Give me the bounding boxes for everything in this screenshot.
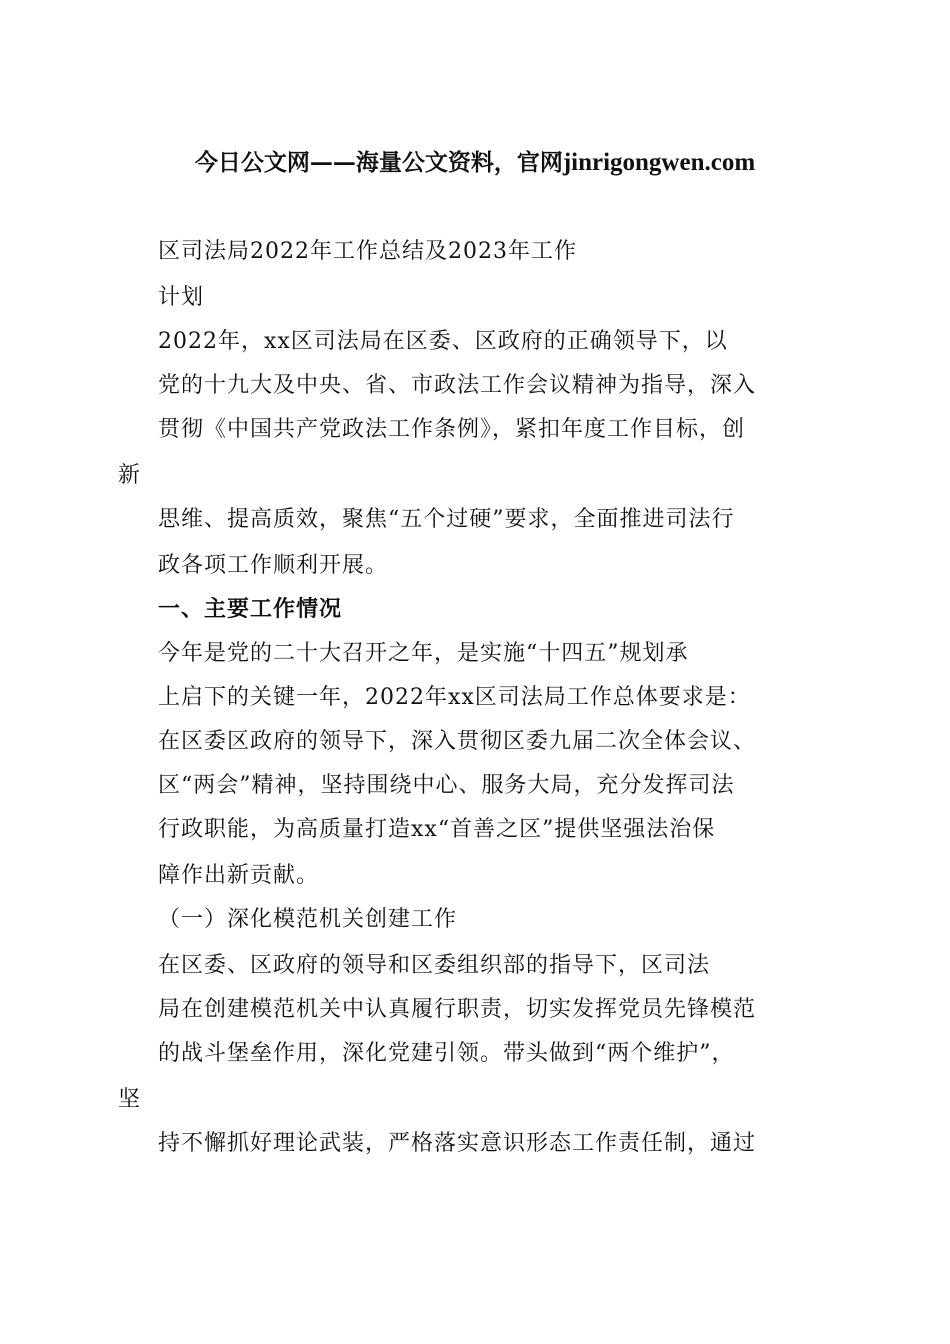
text-line: 障作出新贡献。 [158,863,320,888]
text-line: 在区委区政府的领导下，深入贯彻区委九届二次全体会议、 [158,729,757,754]
text-line: 区“两会”精神，坚持围绕中心、服务大局，充分发挥司法 [158,773,735,798]
subsection-1-heading: （一）深化模范机关创建工作 [158,907,458,932]
text-line: 党的十九大及中央、省、市政法工作会议精神为指导，深入 [158,373,757,398]
section-1-heading: 一、主要工作情况 [158,597,343,622]
site-header-text: 今日公文网——海量公文资料，官网 [194,149,563,176]
text-line: 2022年，xx区司法局在区委、区政府的正确领导下，以 [158,329,728,354]
site-header-domain: jinrigongwen.com [562,149,756,176]
text-line: 坚 [118,1087,142,1112]
text-line: 上启下的关键一年，2022年xx区司法局工作总体要求是： [158,685,751,710]
text-line: 贯彻《中国共产党政法工作条例》，紧扣年度工作目标，创 [158,417,746,442]
text-line: 的战斗堡垒作用，深化党建引领。带头做到“两个维护”， [158,1041,735,1066]
document-title-line-2: 计划 [158,285,205,310]
site-header [0,140,950,186]
text-line: 局在创建模范机关中认真履行职责，切实发挥党员先锋模范 [158,997,757,1022]
text-line: 在区委、区政府的领导和区委组织部的指导下，区司法 [158,953,711,978]
text-line: 思维、提高质效，聚焦“五个过硬”要求，全面推进司法行 [158,507,735,532]
text-line: 政各项工作顺利开展。 [158,553,389,578]
text-line: 持不懈抓好理论武装，严格落实意识形态工作责任制，通过 [158,1131,757,1156]
text-line: 新 [118,463,142,488]
text-line: 行政职能，为高质量打造xx“首善之区”提供坚强法治保 [158,817,716,842]
document-title-line-1: 区司法局2022年工作总结及2023年工作 [158,239,577,264]
text-line: 今年是党的二十大召开之年，是实施“十四五”规划承 [158,641,689,666]
